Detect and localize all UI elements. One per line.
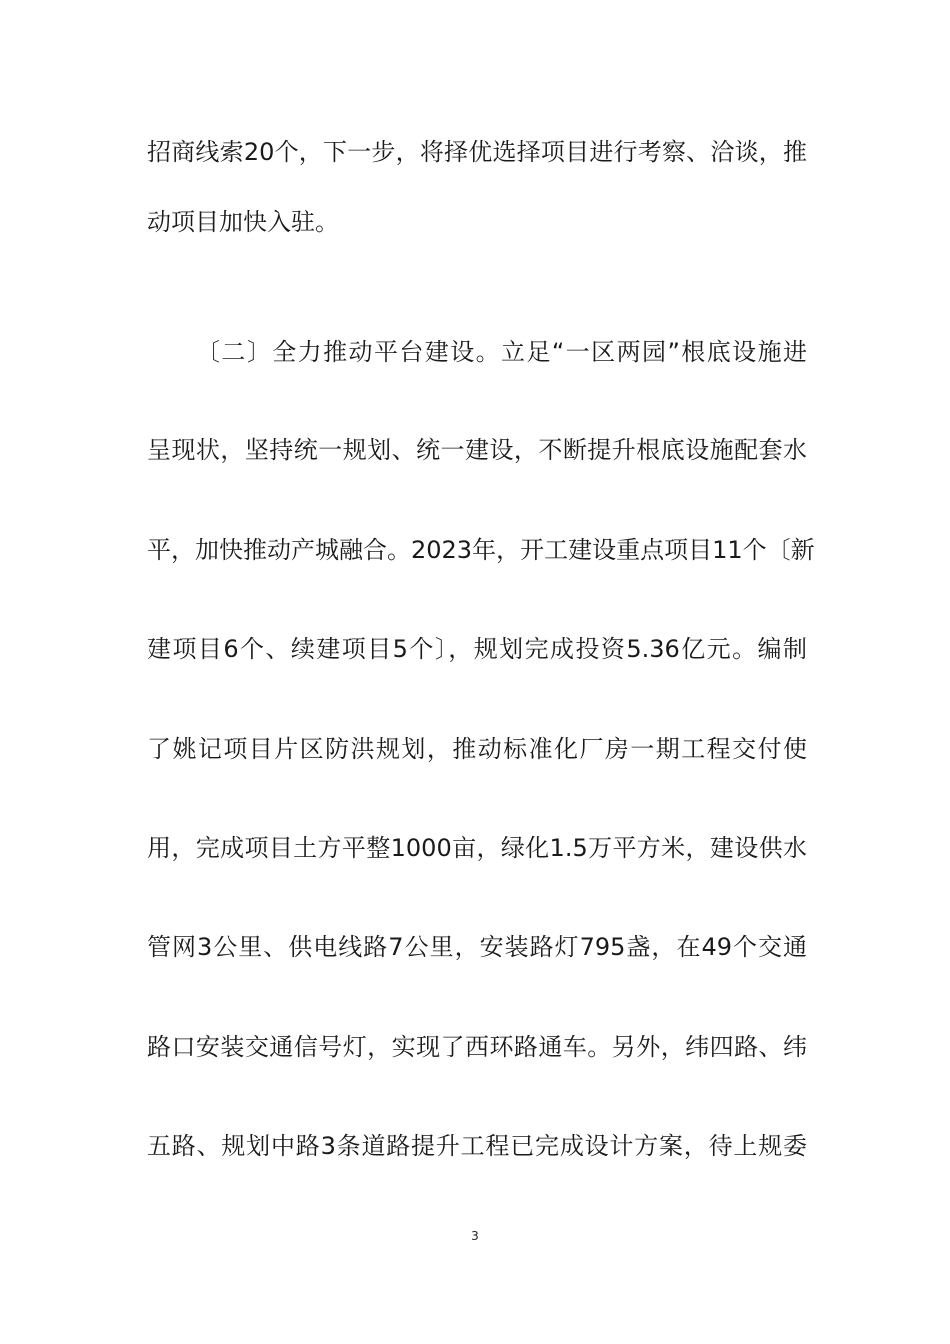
page-number: 3 (471, 1229, 479, 1243)
paragraph-line: 路口安装交通信号灯，实现了西环路通车。另外，纬四路、纬 (147, 1033, 807, 1061)
paragraph-line: 平，加快推动产城融合。2023年，开工建设重点项目11个〔新 (147, 536, 815, 564)
paragraph-line: 建项目6个、续建项目5个〕，规划完成投资5.36亿元。编制 (147, 635, 807, 663)
paragraph-line: 招商线索20个，下一步，将择优选择项目进行考察、洽谈，推 (147, 138, 807, 166)
paragraph-line: 用，完成项目土方平整1000亩，绿化1.5万平方米，建设供水 (147, 834, 807, 862)
paragraph-line: 管网3公里、供电线路7公里，安装路灯795盏，在49个交通 (147, 933, 807, 961)
paragraph-line: 动项目加快入驻。 (147, 208, 339, 236)
paragraph-line: 呈现状，坚持统一规划、统一建设，不断提升根底设施配套水 (147, 436, 807, 464)
paragraph-line: 五路、规划中路3条道路提升工程已完成设计方案，待上规委 (147, 1132, 807, 1160)
section-heading-line: 〔二〕全力推动平台建设。立足“一区两园”根底设施进 (196, 338, 807, 366)
paragraph-line: 了姚记项目片区防洪规划，推动标准化厂房一期工程交付使 (147, 735, 807, 763)
